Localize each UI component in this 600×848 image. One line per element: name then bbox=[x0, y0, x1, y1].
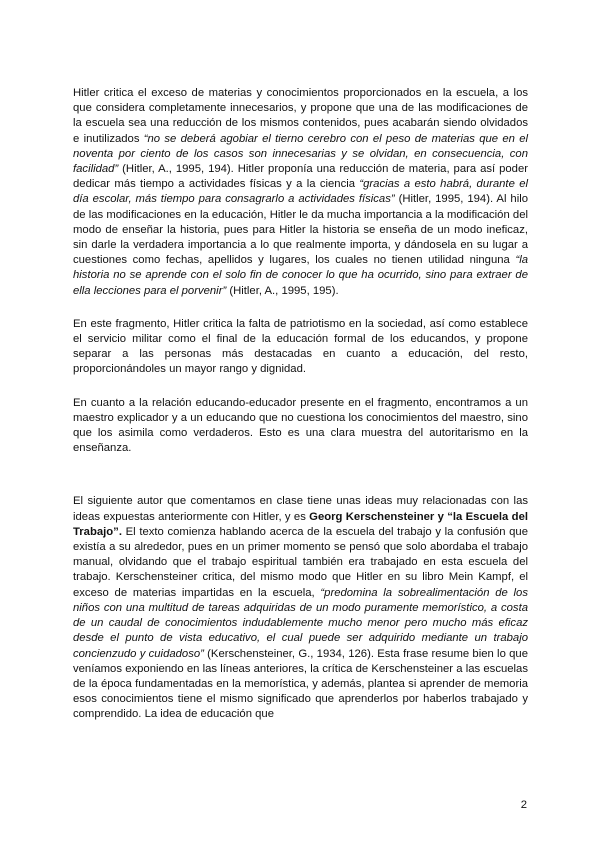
text-span: El texto comienza hablando acerca de la escuela del trabajo y la confusión que existía a su alrededor, pues en un primer momento se pensó que solo abordaba el trabajo manual, olvidando que el trabajo espiritual también era trabajado en esta escuela del trabajo. Kerschensteiner critica, del mismo modo que Hitler en su libro Mein Kampf, el exceso de materias impartidas en la escuela, bbox=[73, 525, 528, 599]
text-span: (Hitler, A., 1995, 195). bbox=[226, 284, 339, 297]
paragraph-patriotism bbox=[73, 317, 528, 378]
paragraph-hitler-critique bbox=[73, 86, 528, 299]
quote-span: “gracias a esto habrá, durante el día escolar, más tiempo para consagrarlo a actividades físicas” bbox=[73, 178, 528, 206]
text-span: Hitler critica el exceso de materias y conocimientos proporcionados en la escuela, a los que considera completamente innecesarios, y propone que una de las modificaciones de la escuela sea una reducción de los mismos contenidos, pues acabarán siendo olvidados e inutilizados bbox=[73, 87, 528, 145]
quote-span: “predomina la sobrealimentación de los niños con una multitud de tareas adquiridas de un modo puramente memorístico, a costa de un caudal de conocimientos indudablemente mucho menor pero mucho más eficaz desde el punto de vista educativo, el cual puede ser adquirido mediante un trabajo concienzudo y cuidadoso” bbox=[73, 586, 528, 660]
quote-span: “no se deberá agobiar el tierno cerebro con el peso de materias que en el noventa por ciento de los casos son innecesarias y se olvidan, en consecuencia, con facilidad” bbox=[73, 132, 528, 176]
paragraph-educando-educador bbox=[73, 396, 528, 457]
text-span: En cuanto a la relación educando-educador presente en el fragmento, encontramos a un maestro explicador y a un educando que no cuestiona los conocimientos del maestro, sino que los asimila como verdaderos. Esto es una clara muestra del autoritarismo en la enseñanza. bbox=[73, 396, 528, 455]
text-span: (Hitler, 1995, 194). Al hilo de las modificaciones en la educación, Hitler le da mucha importancia a la modificación del modo de enseñar la historia, pues para Hitler la historia se enseña de un modo ineficaz, sin darle la verdadera importancia a lo que realmente importa, y dándosela en su lugar a cuestiones como fechas, apellidos y lugares, los cuales no tienen utilidad ninguna bbox=[73, 193, 528, 267]
quote-span: “la historia no se aprende con el solo fin de conocer lo que ha ocurrido, sino para extraer de ella lecciones para el porvenir” bbox=[73, 254, 528, 297]
text-span: El siguiente autor que comentamos en clase tiene unas ideas muy relacionadas con las ideas expuestas anteriormente con Hitler, y es bbox=[73, 495, 528, 523]
text-span: En este fragmento, Hitler critica la falta de patriotismo en la sociedad, así como establece el servicio militar como el final de la educación formal de los educandos, y propone separar a las personas más destacadas en cuanto a educación, del resto, proporcionándoles un mayor rango y dignidad. bbox=[73, 317, 528, 376]
text-span: (Hitler, A., 1995, 194). Hitler proponía una reducción de materia, para así poder dedicar más tiempo a actividades físicas y a la ciencia bbox=[73, 163, 528, 191]
paragraph-kerschensteiner bbox=[73, 494, 528, 722]
text-span: (Kerschensteiner, G., 1934, 126). Esta frase resume bien lo que veníamos exponiendo en las líneas anteriores, la crítica de Kerschensteiner a las escuelas de la época fundamentadas en la memorística, y además, plantea si aprender de memoria esos conocimientos tiene el mismo significado que aprenderlos por haberlos trabajado y comprendido. La idea de educación que bbox=[73, 647, 528, 721]
page-number: 2 bbox=[520, 799, 527, 811]
author-heading-span: Georg Kerschensteiner y “la Escuela del Trabajo”. bbox=[73, 510, 528, 538]
